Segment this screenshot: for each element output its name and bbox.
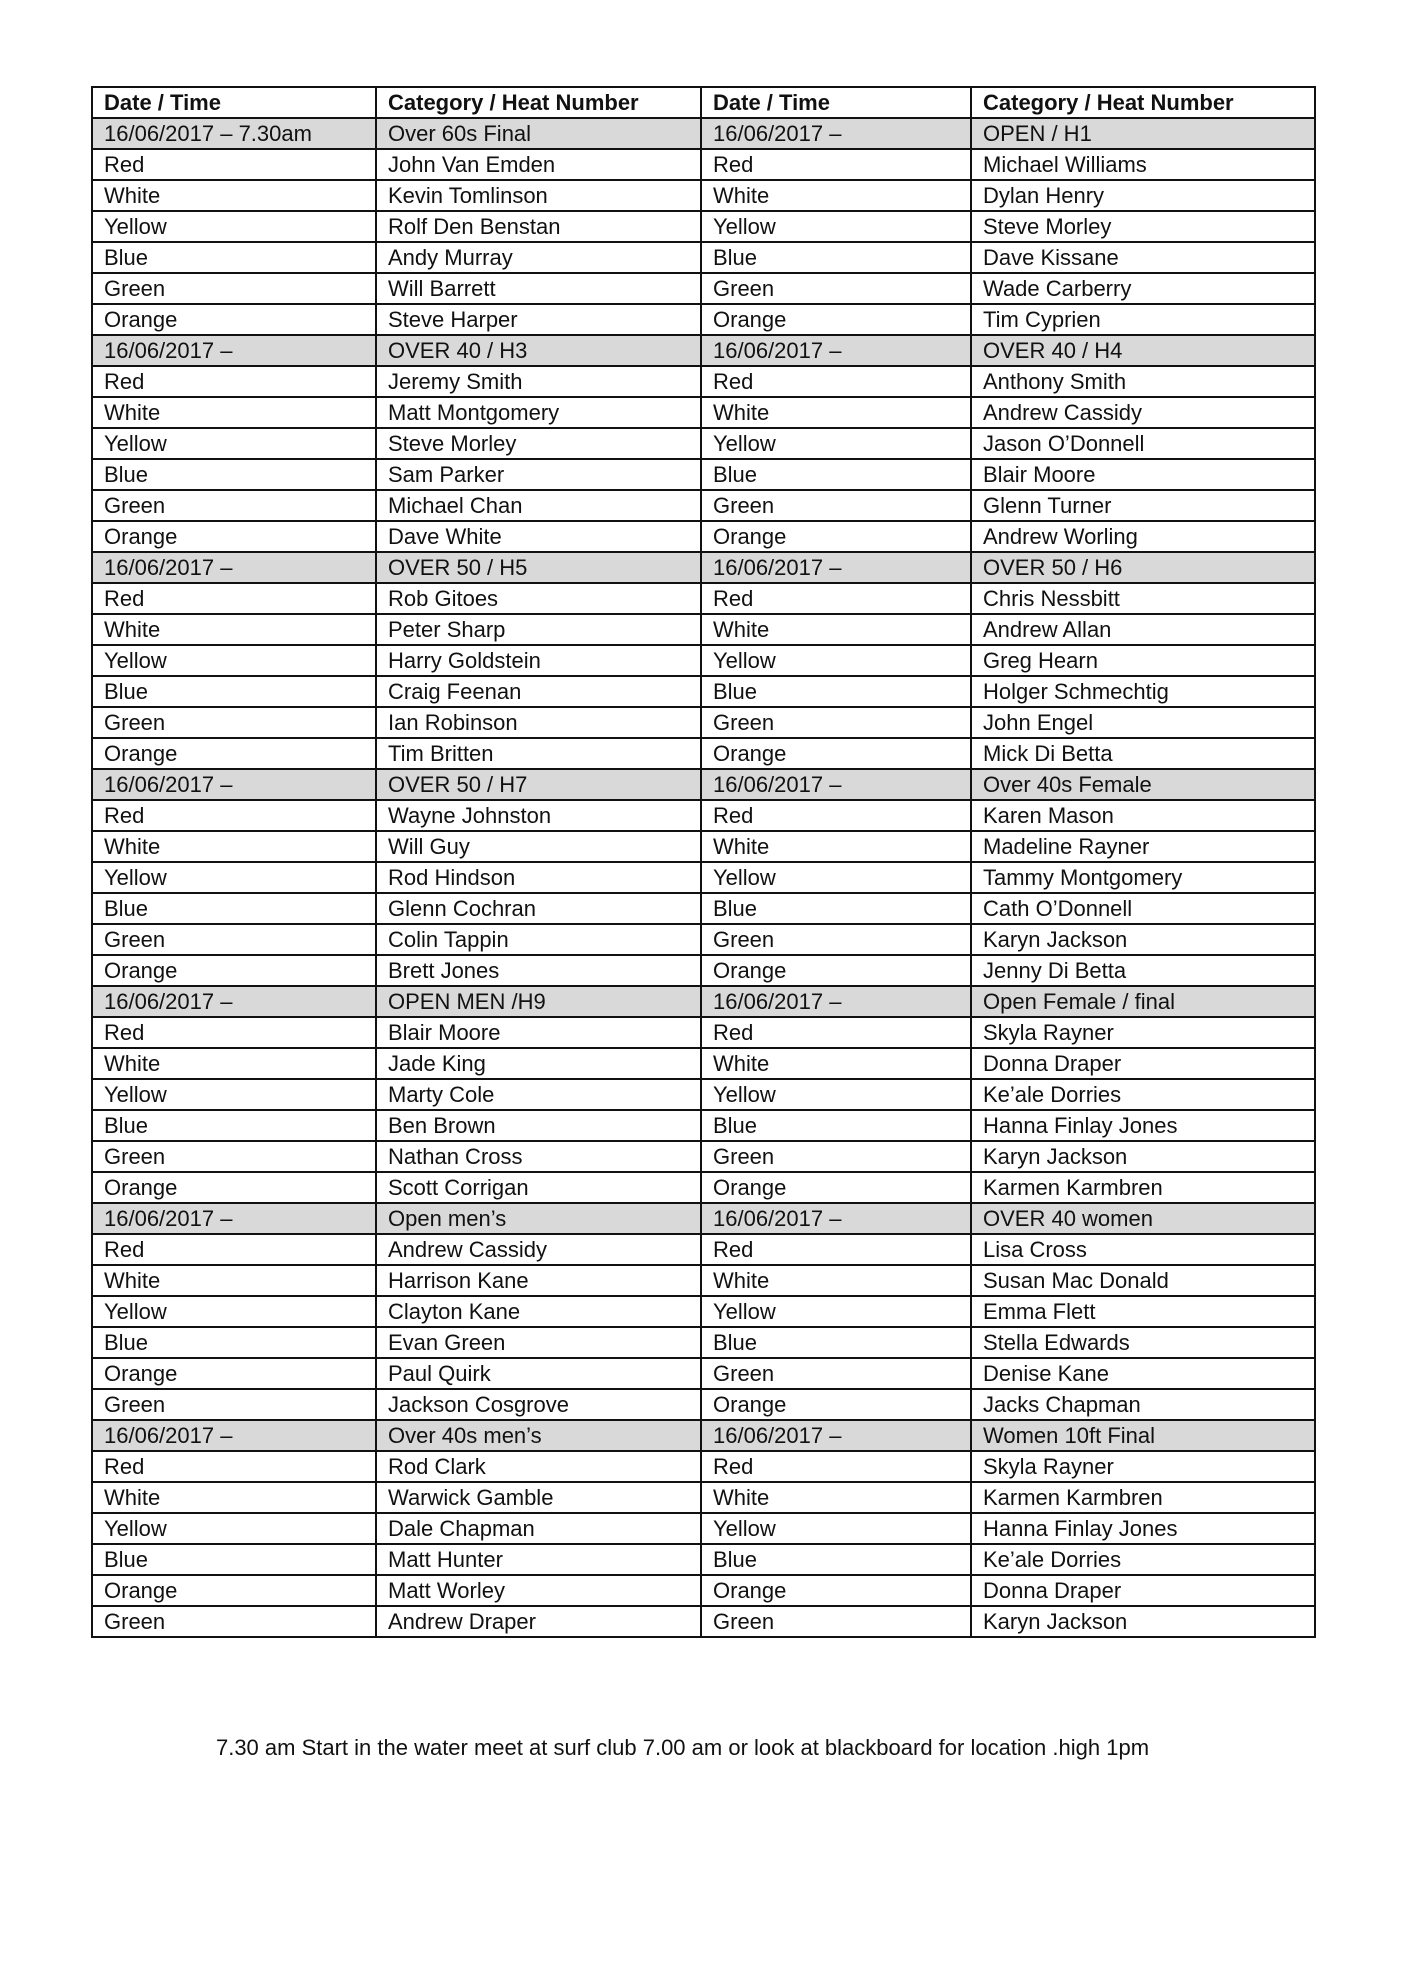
date-or-color-cell: White [701,614,971,645]
heat-header-row [92,1420,1315,1451]
category-or-name-cell: Karen Mason [971,800,1315,831]
date-or-color-cell: Green [701,1606,971,1637]
table-row [92,583,1315,614]
date-or-color-cell: Blue [92,893,376,924]
category-or-name-cell: Andrew Worling [971,521,1315,552]
date-or-color-cell: Blue [701,676,971,707]
date-or-color-cell: White [701,397,971,428]
category-or-name-cell: Karmen Karmbren [971,1482,1315,1513]
date-or-color-cell: White [92,614,376,645]
date-or-color-cell: Orange [701,955,971,986]
date-or-color-cell: 16/06/2017 – [92,335,376,366]
category-or-name-cell: Blair Moore [971,459,1315,490]
category-or-name-cell: OPEN / H1 [971,118,1315,149]
category-or-name-cell: Clayton Kane [376,1296,701,1327]
heat-header-row [92,335,1315,366]
heat-header-row [92,769,1315,800]
category-or-name-cell: Susan Mac Donald [971,1265,1315,1296]
table-row [92,1017,1315,1048]
date-or-color-cell: Blue [701,1544,971,1575]
footer-text: 7.30 am Start in the water meet at surf club 7.00 am or look at blackboard for location .high 1pm [215,1735,1150,1760]
date-or-color-cell: Blue [92,1544,376,1575]
date-or-color-cell: Orange [701,1575,971,1606]
heat-header-row [92,552,1315,583]
table-row [92,1110,1315,1141]
category-or-name-cell: Glenn Cochran [376,893,701,924]
date-or-color-cell: Yellow [701,1296,971,1327]
table-row [92,955,1315,986]
category-or-name-cell: Peter Sharp [376,614,701,645]
date-or-color-cell: Yellow [701,211,971,242]
date-or-color-cell: White [701,1482,971,1513]
date-or-color-cell: Blue [92,459,376,490]
date-or-color-cell: Red [701,1234,971,1265]
category-or-name-cell: Steve Harper [376,304,701,335]
header-row [92,87,1315,118]
category-or-name-cell: Blair Moore [376,1017,701,1048]
date-or-color-cell: Red [92,1234,376,1265]
table-row [92,893,1315,924]
date-or-color-cell: Red [701,800,971,831]
date-or-color-cell: Orange [92,521,376,552]
date-or-color-cell: White [92,831,376,862]
date-or-color-cell: 16/06/2017 – [701,1420,971,1451]
category-or-name-cell: Stella Edwards [971,1327,1315,1358]
date-or-color-cell: Blue [701,1327,971,1358]
date-or-color-cell: 16/06/2017 – [701,1203,971,1234]
date-or-color-cell: Yellow [701,428,971,459]
table-row [92,831,1315,862]
category-or-name-cell: Dale Chapman [376,1513,701,1544]
date-or-color-cell: Yellow [92,428,376,459]
date-or-color-cell: Blue [92,242,376,273]
category-or-name-cell: Dave White [376,521,701,552]
category-or-name-cell: Jade King [376,1048,701,1079]
category-or-name-cell: Evan Green [376,1327,701,1358]
category-or-name-cell: Ian Robinson [376,707,701,738]
date-or-color-cell: Blue [92,676,376,707]
category-or-name-cell: Jackson Cosgrove [376,1389,701,1420]
date-or-color-cell: Green [92,1389,376,1420]
date-or-color-cell: Orange [701,521,971,552]
table-row [92,1358,1315,1389]
date-or-color-cell: Orange [701,1172,971,1203]
table-row [92,707,1315,738]
date-or-color-cell: 16/06/2017 – [92,552,376,583]
date-or-color-cell: 16/06/2017 – [92,1203,376,1234]
table-row [92,862,1315,893]
date-or-color-cell: Orange [92,738,376,769]
category-or-name-cell: Hanna Finlay Jones [971,1513,1315,1544]
category-or-name-cell: Tim Cyprien [971,304,1315,335]
heat-header-row [92,118,1315,149]
date-or-color-cell: White [701,831,971,862]
table-row [92,676,1315,707]
table-row [92,273,1315,304]
date-or-color-cell: 16/06/2017 – 7.30am [92,118,376,149]
table-row [92,397,1315,428]
category-or-name-cell: Michael Williams [971,149,1315,180]
date-or-color-cell: Green [701,490,971,521]
date-or-color-cell: Yellow [701,862,971,893]
category-or-name-cell: Andrew Cassidy [376,1234,701,1265]
table-row [92,149,1315,180]
date-or-color-cell: White [701,180,971,211]
category-or-name-cell: John Engel [971,707,1315,738]
category-or-name-cell: Hanna Finlay Jones [971,1110,1315,1141]
date-or-color-cell: Orange [92,1575,376,1606]
date-or-color-cell: Yellow [701,1079,971,1110]
table-row [92,521,1315,552]
table-row [92,428,1315,459]
date-or-color-cell: Yellow [92,1296,376,1327]
date-or-color-cell: Blue [701,1110,971,1141]
date-or-color-cell: 16/06/2017 – [701,769,971,800]
category-or-name-cell: Over 40s Female [971,769,1315,800]
category-or-name-cell: Will Guy [376,831,701,862]
table-row [92,366,1315,397]
date-or-color-cell: Red [701,366,971,397]
date-or-color-cell: Orange [92,955,376,986]
table-row [92,490,1315,521]
category-or-name-cell: Over 60s Final [376,118,701,149]
category-or-name-cell: Harry Goldstein [376,645,701,676]
category-or-name-cell: OVER 50 / H5 [376,552,701,583]
category-or-name-cell: Warwick Gamble [376,1482,701,1513]
date-or-color-cell: Orange [701,738,971,769]
category-or-name-cell: Matt Hunter [376,1544,701,1575]
category-or-name-cell: Andy Murray [376,242,701,273]
date-or-color-cell: Red [92,800,376,831]
footer-note [0,1735,1405,1761]
category-or-name-cell: Rod Hindson [376,862,701,893]
date-or-color-cell: Green [92,1606,376,1637]
date-or-color-cell: Yellow [92,211,376,242]
category-or-name-cell: Anthony Smith [971,366,1315,397]
date-or-color-cell: Red [92,1017,376,1048]
date-or-color-cell: White [92,1482,376,1513]
table-row [92,1606,1315,1637]
date-or-color-cell: 16/06/2017 – [701,118,971,149]
category-or-name-cell: Matt Montgomery [376,397,701,428]
date-or-color-cell: Green [92,490,376,521]
date-or-color-cell: 16/06/2017 – [92,769,376,800]
category-or-name-cell: Brett Jones [376,955,701,986]
category-or-name-cell: OPEN MEN /H9 [376,986,701,1017]
category-or-name-cell: Donna Draper [971,1575,1315,1606]
category-or-name-cell: Michael Chan [376,490,701,521]
table-row [92,304,1315,335]
date-or-color-cell: Red [701,149,971,180]
date-or-color-cell: White [92,1048,376,1079]
category-or-name-cell: Donna Draper [971,1048,1315,1079]
category-or-name-cell: Karyn Jackson [971,924,1315,955]
category-or-name-cell: Nathan Cross [376,1141,701,1172]
table-row [92,1141,1315,1172]
date-or-color-cell: Yellow [92,1513,376,1544]
table-row [92,1172,1315,1203]
category-or-name-cell: OVER 50 / H7 [376,769,701,800]
date-or-color-cell: Orange [92,1172,376,1203]
date-or-color-cell: Yellow [92,645,376,676]
category-or-name-cell: Will Barrett [376,273,701,304]
date-or-color-cell: Blue [92,1327,376,1358]
category-or-name-cell: Women 10ft Final [971,1420,1315,1451]
category-or-name-cell: Tammy Montgomery [971,862,1315,893]
category-or-name-cell: Craig Feenan [376,676,701,707]
category-or-name-cell: OVER 40 women [971,1203,1315,1234]
table-row [92,1575,1315,1606]
category-or-name-cell: Jacks Chapman [971,1389,1315,1420]
date-or-color-cell: Yellow [701,1513,971,1544]
date-or-color-cell: Red [92,1451,376,1482]
category-or-name-cell: Over 40s men’s [376,1420,701,1451]
category-or-name-cell: Paul Quirk [376,1358,701,1389]
date-or-color-cell: Red [701,583,971,614]
category-or-name-cell: Chris Nessbitt [971,583,1315,614]
category-or-name-cell: Colin Tappin [376,924,701,955]
date-or-color-cell: Green [92,924,376,955]
table-row [92,1482,1315,1513]
table-row [92,242,1315,273]
category-or-name-cell: Rod Clark [376,1451,701,1482]
date-or-color-cell: Red [92,366,376,397]
category-or-name-cell: Mick Di Betta [971,738,1315,769]
date-or-color-cell: White [92,180,376,211]
table-row [92,1451,1315,1482]
date-or-color-cell: Orange [701,1389,971,1420]
table-row [92,211,1315,242]
category-or-name-cell: Cath O’Donnell [971,893,1315,924]
date-or-color-cell: Yellow [701,645,971,676]
header-date-time: Date / Time [701,87,971,118]
table-row [92,180,1315,211]
header-category: Category / Heat Number [376,87,701,118]
category-or-name-cell: Karyn Jackson [971,1606,1315,1637]
date-or-color-cell: Yellow [92,862,376,893]
date-or-color-cell: Red [92,149,376,180]
date-or-color-cell: Green [701,273,971,304]
date-or-color-cell: Red [92,583,376,614]
category-or-name-cell: Wayne Johnston [376,800,701,831]
category-or-name-cell: Steve Morley [376,428,701,459]
category-or-name-cell: Andrew Allan [971,614,1315,645]
category-or-name-cell: Tim Britten [376,738,701,769]
category-or-name-cell: Ke’ale Dorries [971,1544,1315,1575]
category-or-name-cell: Marty Cole [376,1079,701,1110]
date-or-color-cell: Green [701,707,971,738]
category-or-name-cell: Open Female / final [971,986,1315,1017]
category-or-name-cell: Andrew Draper [376,1606,701,1637]
category-or-name-cell: Matt Worley [376,1575,701,1606]
date-or-color-cell: Green [92,273,376,304]
date-or-color-cell: 16/06/2017 – [701,335,971,366]
category-or-name-cell: John Van Emden [376,149,701,180]
category-or-name-cell: Emma Flett [971,1296,1315,1327]
table-row [92,1079,1315,1110]
date-or-color-cell: White [701,1265,971,1296]
category-or-name-cell: Ke’ale Dorries [971,1079,1315,1110]
category-or-name-cell: Jason O’Donnell [971,428,1315,459]
category-or-name-cell: Jenny Di Betta [971,955,1315,986]
category-or-name-cell: Wade Carberry [971,273,1315,304]
category-or-name-cell: OVER 50 / H6 [971,552,1315,583]
category-or-name-cell: OVER 40 / H3 [376,335,701,366]
table-row [92,1544,1315,1575]
table-row [92,1327,1315,1358]
category-or-name-cell: Glenn Turner [971,490,1315,521]
heat-header-row [92,1203,1315,1234]
date-or-color-cell: Blue [92,1110,376,1141]
category-or-name-cell: Jeremy Smith [376,366,701,397]
table-row [92,1048,1315,1079]
date-or-color-cell: Orange [92,1358,376,1389]
date-or-color-cell: Green [92,707,376,738]
date-or-color-cell: Orange [92,304,376,335]
table-row [92,614,1315,645]
category-or-name-cell: Sam Parker [376,459,701,490]
category-or-name-cell: Rolf Den Benstan [376,211,701,242]
table-row [92,738,1315,769]
category-or-name-cell: Karmen Karmbren [971,1172,1315,1203]
category-or-name-cell: Karyn Jackson [971,1141,1315,1172]
date-or-color-cell: Blue [701,893,971,924]
header-category: Category / Heat Number [971,87,1315,118]
date-or-color-cell: Green [701,924,971,955]
date-or-color-cell: White [701,1048,971,1079]
header-date-time: Date / Time [92,87,376,118]
table-row [92,1296,1315,1327]
category-or-name-cell: Dave Kissane [971,242,1315,273]
table-row [92,1513,1315,1544]
category-or-name-cell: Madeline Rayner [971,831,1315,862]
table-row [92,1234,1315,1265]
category-or-name-cell: Harrison Kane [376,1265,701,1296]
table-row [92,924,1315,955]
category-or-name-cell: Holger Schmechtig [971,676,1315,707]
category-or-name-cell: Kevin Tomlinson [376,180,701,211]
date-or-color-cell: White [92,1265,376,1296]
table-row [92,1389,1315,1420]
date-or-color-cell: Red [701,1451,971,1482]
category-or-name-cell: Skyla Rayner [971,1017,1315,1048]
date-or-color-cell: Yellow [92,1079,376,1110]
date-or-color-cell: Blue [701,459,971,490]
table-row [92,459,1315,490]
category-or-name-cell: Skyla Rayner [971,1451,1315,1482]
category-or-name-cell: Rob Gitoes [376,583,701,614]
category-or-name-cell: Greg Hearn [971,645,1315,676]
date-or-color-cell: Blue [701,242,971,273]
table-row [92,800,1315,831]
date-or-color-cell: 16/06/2017 – [92,986,376,1017]
table-row [92,1265,1315,1296]
category-or-name-cell: Steve Morley [971,211,1315,242]
date-or-color-cell: 16/06/2017 – [701,552,971,583]
category-or-name-cell: OVER 40 / H4 [971,335,1315,366]
heat-schedule-table [91,86,1316,1638]
date-or-color-cell: Green [701,1141,971,1172]
date-or-color-cell: Red [701,1017,971,1048]
heat-header-row [92,986,1315,1017]
date-or-color-cell: Green [701,1358,971,1389]
table-row [92,645,1315,676]
date-or-color-cell: 16/06/2017 – [92,1420,376,1451]
date-or-color-cell: White [92,397,376,428]
category-or-name-cell: Open men’s [376,1203,701,1234]
category-or-name-cell: Scott Corrigan [376,1172,701,1203]
date-or-color-cell: 16/06/2017 – [701,986,971,1017]
category-or-name-cell: Lisa Cross [971,1234,1315,1265]
date-or-color-cell: Green [92,1141,376,1172]
category-or-name-cell: Denise Kane [971,1358,1315,1389]
category-or-name-cell: Ben Brown [376,1110,701,1141]
date-or-color-cell: Orange [701,304,971,335]
category-or-name-cell: Dylan Henry [971,180,1315,211]
category-or-name-cell: Andrew Cassidy [971,397,1315,428]
